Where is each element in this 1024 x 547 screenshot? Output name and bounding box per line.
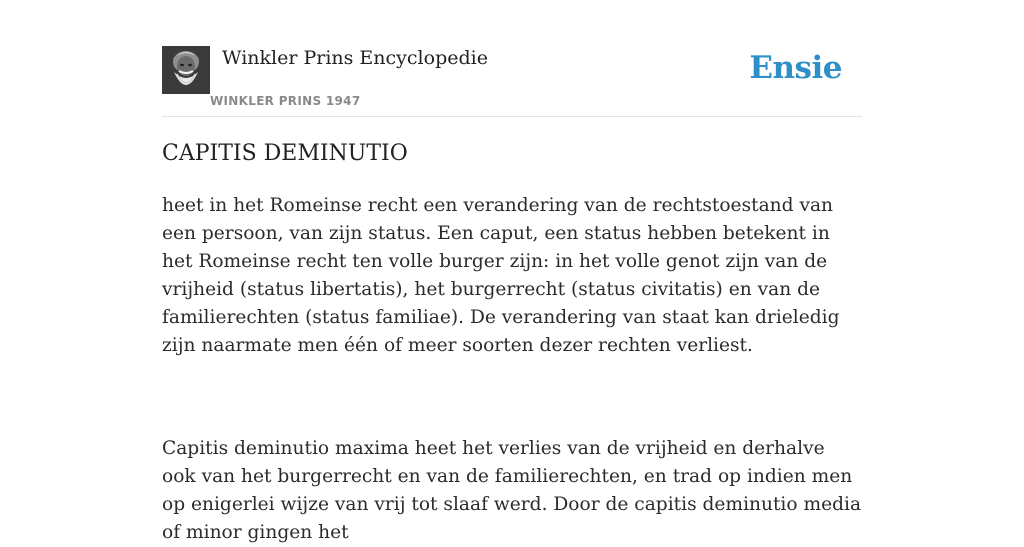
article-title: CAPITIS DEMINUTIO xyxy=(162,141,408,166)
source-subtitle[interactable]: WINKLER PRINS 1947 xyxy=(210,94,361,108)
page-header xyxy=(162,46,862,117)
article-paragraph-2: Capitis deminutio maxima heet het verlies van de vrijheid en derhalve ook van het burgerrecht en van de familierechten, en trad op indien men op enigerlei wijze van vrij tot slaaf werd. Door de capitis deminutio media of minor gingen het xyxy=(162,438,862,543)
site-title-link[interactable]: Winkler Prins Encyclopedie xyxy=(222,47,488,69)
bearded-man-portrait-icon xyxy=(162,46,210,94)
ensie-logo[interactable]: Ensie xyxy=(749,50,842,86)
article-paragraph-1: heet in het Romeinse recht een verandering van de rechtstoestand van een persoon, van zijn status. Een caput, een status hebben betekent in het Romeinse recht ten volle burger zijn: in het volle genot zijn van de vrijheid (status libertatis), het burgerrecht (status civitatis) en van de familierechten (status familiae). De verandering van staat kan drieledig zijn naarmate men één of meer soorten dezer rechten verliest. xyxy=(162,195,840,356)
author-avatar[interactable] xyxy=(162,46,210,94)
